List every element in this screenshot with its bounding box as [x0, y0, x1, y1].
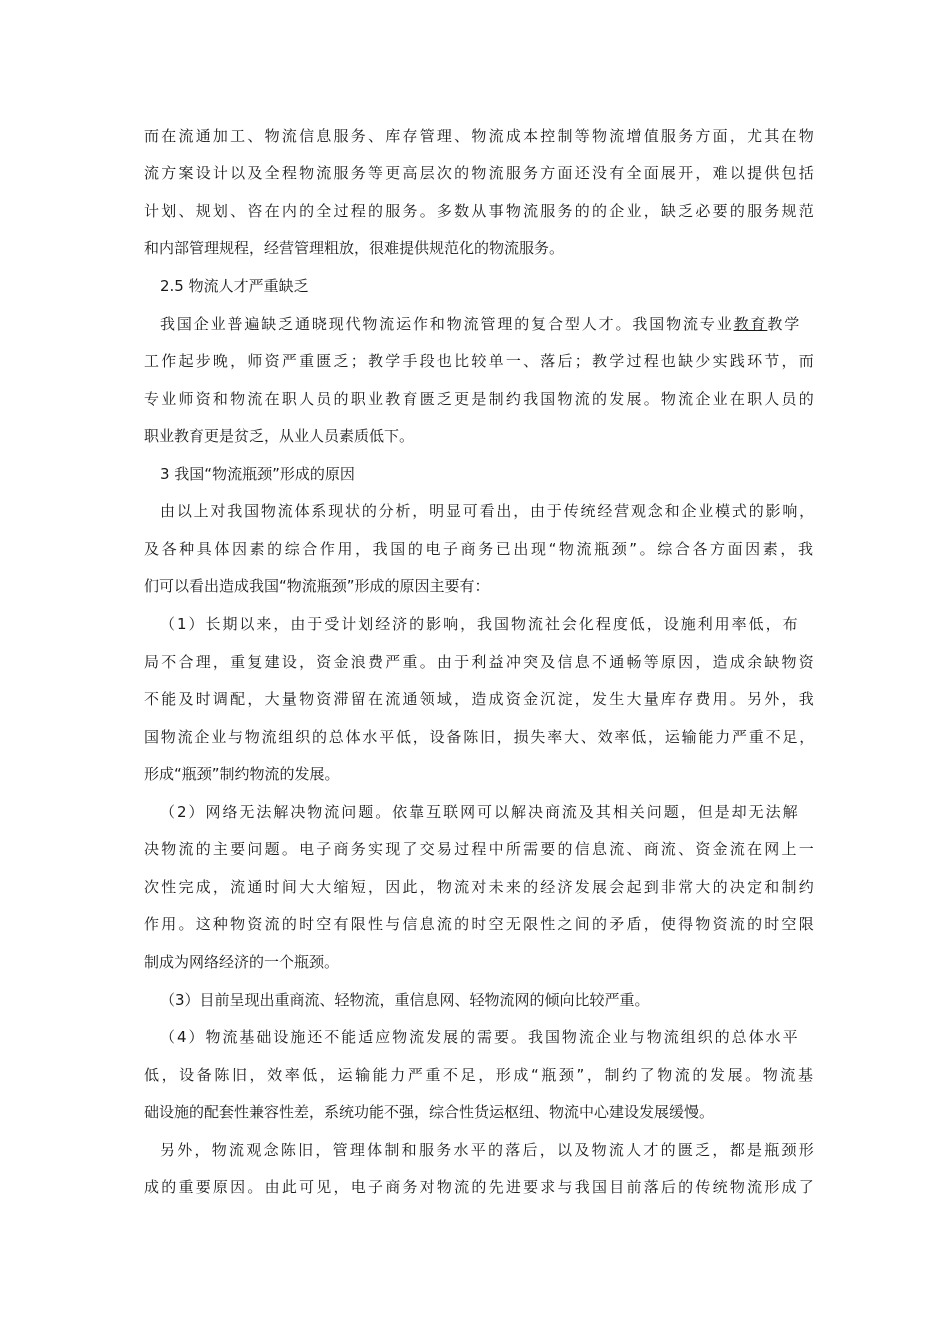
paragraph-line: 低，设备陈旧，效率低，运输能力严重不足，形成“瓶颈”，制约了物流的发展。物流基 — [144, 1066, 816, 1084]
paragraph-line: （4）物流基础设施还不能适应物流发展的需要。我国物流企业与物流组织的总体水平 — [160, 1028, 800, 1046]
paragraph-line: （2）网络无法解决物流问题。依靠互联网可以解决商流及其相关问题，但是却无法解 — [160, 803, 800, 821]
paragraph-line: （3）目前呈现出重商流、轻物流，重信息网、轻物流网的倾向比较严重。 — [160, 991, 650, 1009]
paragraph-line: 决物流的主要问题。电子商务实现了交易过程中所需要的信息流、商流、资金流在网上一 — [144, 840, 817, 858]
paragraph-line — [160, 314, 801, 334]
paragraph-line: 而在流通加工、物流信息服务、库存管理、物流成本控制等物流增值服务方面，尤其在物 — [144, 127, 817, 145]
paragraph-line: 不能及时调配，大量物资滞留在流通领域，造成资金沉淀，发生大量库存费用。另外，我 — [144, 690, 817, 708]
paragraph-line: 职业教育更是贫乏，从业人员素质低下。 — [144, 427, 415, 445]
education-link[interactable]: 教育 — [733, 315, 768, 333]
section-heading-2-5: 2.5 物流人才严重缺乏 — [160, 277, 309, 295]
line-text: 教学 — [767, 315, 802, 333]
paragraph-line: 形成“瓶颈”制约物流的发展。 — [144, 765, 340, 783]
paragraph-line: 计划、规划、咨在内的全过程的服务。多数从事物流服务的的企业，缺乏必要的服务规范 — [144, 202, 817, 220]
paragraph-line: 们可以看出造成我国“物流瓶颈”形成的原因主要有： — [144, 577, 490, 595]
paragraph-line: 流方案设计以及全程物流服务等更高层次的物流服务方面还没有全面展开，难以提供包括 — [144, 164, 817, 182]
paragraph-line: 局不合理，重复建设，资金浪费严重。由于利益冲突及信息不通畅等原因，造成余缺物资 — [144, 653, 817, 671]
paragraph-line: 及各种具体因素的综合作用，我国的电子商务已出现“物流瓶颈”。综合各方面因素，我 — [144, 540, 816, 558]
paragraph-line: （1）长期以来，由于受计划经济的影响，我国物流社会化程度低，设施利用率低，布 — [160, 615, 800, 633]
paragraph-line: 工作起步晚，师资严重匮乏；教学手段也比较单一、落后；教学过程也缺少实践环节，而 — [144, 352, 817, 370]
paragraph-line: 和内部管理规程，经营管理粗放，很难提供规范化的物流服务。 — [144, 239, 565, 257]
paragraph-line: 成的重要原因。由此可见，电子商务对物流的先进要求与我国目前落后的传统物流形成了 — [144, 1178, 817, 1196]
paragraph-line: 另外，物流观念陈旧，管理体制和服务水平的落后，以及物流人才的匮乏，都是瓶颈形 — [160, 1141, 817, 1159]
section-heading-3: 3 我国“物流瓶颈”形成的原因 — [160, 465, 355, 483]
paragraph-line: 次性完成，流通时间大大缩短，因此，物流对未来的经济发展会起到非常大的决定和制约 — [144, 878, 817, 896]
paragraph-line: 础设施的配套性兼容性差，系统功能不强，综合性货运枢纽、物流中心建设发展缓慢。 — [144, 1103, 715, 1121]
paragraph-line: 制成为网络经济的一个瓶颈。 — [144, 953, 340, 971]
paragraph-line: 专业师资和物流在职人员的职业教育匮乏更是制约我国物流的发展。物流企业在职人员的 — [144, 390, 817, 408]
paragraph-line: 作用。这种物资流的时空有限性与信息流的时空无限性之间的矛盾，使得物资流的时空限 — [144, 915, 817, 933]
line-text: 我国企业普遍缺乏通晓现代物流运作和物流管理的复合型人才。我国物流专业 — [160, 315, 734, 333]
paragraph-line: 由以上对我国物流体系现状的分析，明显可看出，由于传统经营观念和企业模式的影响， — [160, 502, 817, 520]
paragraph-line: 国物流企业与物流组织的总体水平低，设备陈旧，损失率大、效率低，运输能力严重不足， — [144, 728, 817, 746]
